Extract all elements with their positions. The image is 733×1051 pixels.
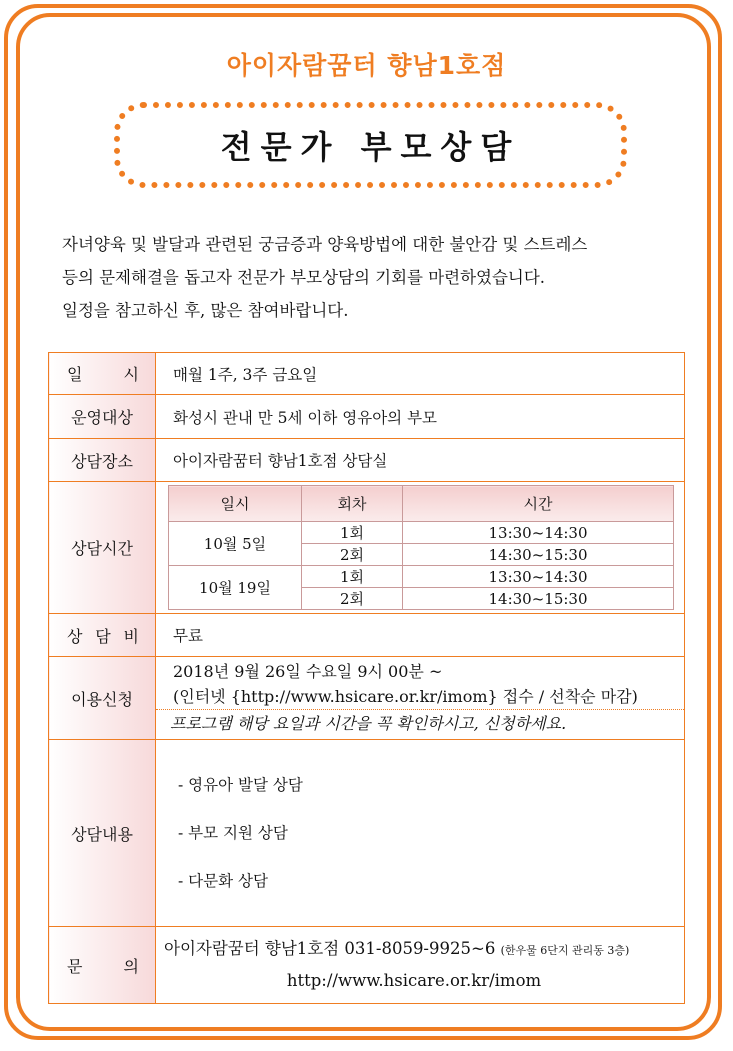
label-fee: 상 담 비 [49, 614, 156, 657]
sched-header-time: 시간 [403, 486, 674, 522]
label-contact: 문 의 [49, 927, 156, 1004]
sched-session: 2회 [302, 588, 403, 610]
label-date: 일 시 [49, 353, 156, 395]
main-title-box [114, 102, 627, 188]
content-list [173, 761, 684, 905]
intro-line: 등의 문제해결을 돕고자 전문가 부모상담의 기회를 마련하였습니다. [62, 268, 546, 287]
sched-session: 1회 [302, 522, 403, 544]
label-content: 상담내용 [49, 740, 156, 927]
value-place: 아이자람꿈터 향남1호점 상담실 [156, 439, 685, 482]
label-time: 상담시간 [49, 482, 156, 614]
sched-header-session: 회차 [302, 486, 403, 522]
row-contact [49, 927, 685, 1004]
row-date [49, 353, 685, 395]
intro-text [62, 228, 682, 327]
label-place: 상담장소 [49, 439, 156, 482]
sched-session: 2회 [302, 544, 403, 566]
org-title: 아이자람꿈터 향남1호점 [226, 51, 507, 80]
list-item: - 부모 지원 상담 [178, 824, 288, 842]
contact-phone: 아이자람꿈터 향남1호점 031-8059-9925~6 (한우물 6단지 관리동 3층) [164, 939, 630, 958]
sched-session: 1회 [302, 566, 403, 588]
sched-header-date: 일시 [169, 486, 302, 522]
table-row [169, 522, 674, 544]
contact-url[interactable]: http://www.hsicare.or.kr/imom [286, 971, 542, 990]
label-apply: 이용신청 [49, 657, 156, 740]
sched-time: 13:30~14:30 [403, 522, 674, 544]
schedule-table [168, 485, 674, 610]
info-table [48, 352, 685, 1004]
row-apply [49, 657, 685, 740]
sched-date: 10월 19일 [169, 566, 302, 610]
sched-date: 10월 5일 [169, 522, 302, 566]
row-place [49, 439, 685, 482]
value-date: 매월 1주, 3주 금요일 [156, 353, 685, 395]
row-fee [49, 614, 685, 657]
value-fee: 무료 [156, 614, 685, 657]
list-item: - 다문화 상담 [178, 872, 268, 890]
contact-address: (한우물 6단지 관리동 3층) [500, 944, 630, 957]
sched-time: 13:30~14:30 [403, 566, 674, 588]
list-item: - 영유아 발달 상담 [178, 776, 303, 794]
row-time [49, 482, 685, 614]
main-title: 전문가 부모상담 [220, 128, 521, 166]
table-row [169, 566, 674, 588]
sched-time: 14:30~15:30 [403, 588, 674, 610]
row-target [49, 395, 685, 439]
label-target: 운영대상 [49, 395, 156, 439]
apply-note: 프로그램 해당 요일과 시간을 꼭 확인하시고, 신청하세요. [156, 709, 684, 738]
sched-time: 14:30~15:30 [403, 544, 674, 566]
intro-line: 자녀양육 및 발달과 관련된 궁금증과 양육방법에 대한 불안감 및 스트레스 [62, 235, 588, 254]
apply-date: 2018년 9월 26일 수요일 9시 00분 ~ [173, 661, 443, 681]
value-target: 화성시 관내 만 5세 이하 영유아의 부모 [156, 395, 685, 439]
row-content [49, 740, 685, 927]
apply-method: (인터넷 {http://www.hsicare.or.kr/imom} 접수 / 선착순 마감) [173, 686, 638, 706]
intro-line: 일정을 참고하신 후, 많은 참여바랍니다. [62, 301, 349, 320]
